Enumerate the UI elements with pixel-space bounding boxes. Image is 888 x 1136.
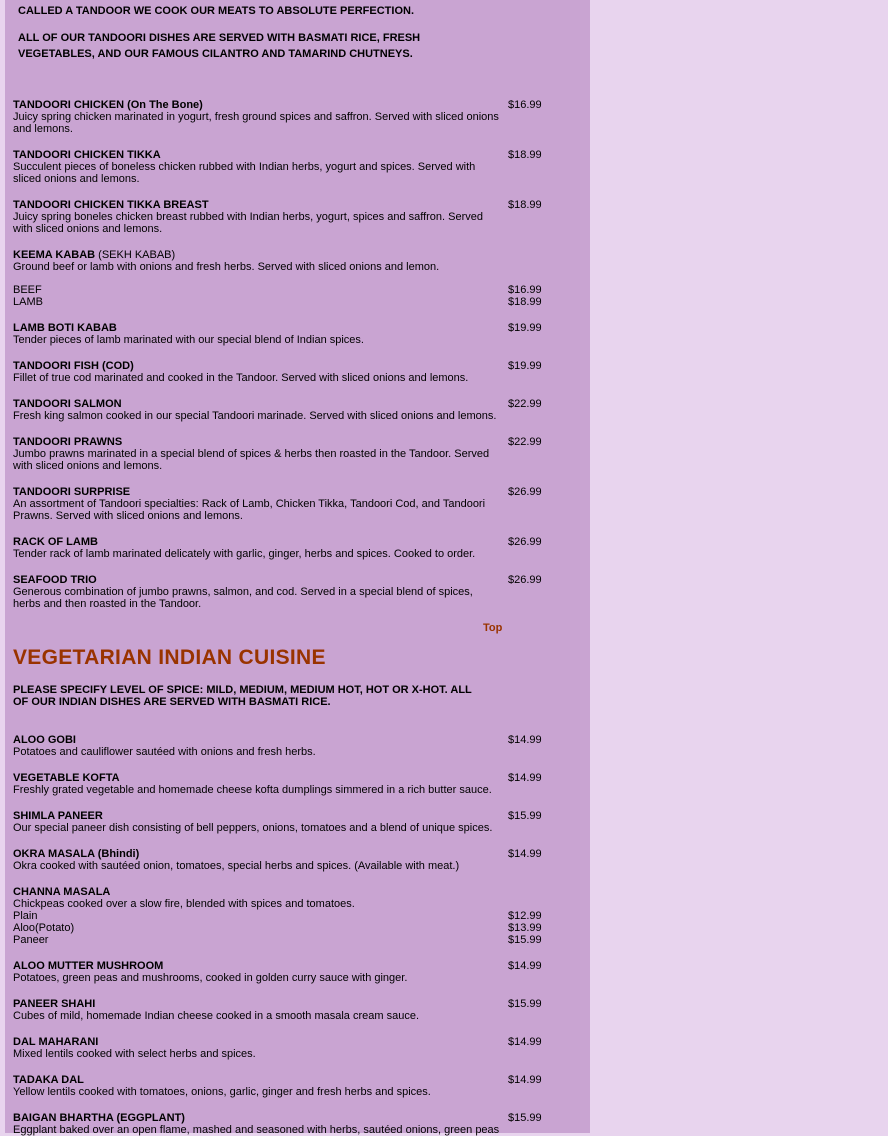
item-price: $22.99 <box>508 398 542 410</box>
item-name: TADAKA DAL <box>13 1074 84 1086</box>
item-price: $14.99 <box>508 1074 542 1086</box>
item-description: An assortment of Tandoori specialties: Rack of Lamb, Chicken Tikka, Tandoori Cod, and Tandoori Prawns. Served with sliced onions and lemons. <box>13 498 486 522</box>
item-price: $22.99 <box>508 436 542 448</box>
item-price: $14.99 <box>508 1036 542 1048</box>
item-name: TANDOORI SURPRISE <box>13 486 131 498</box>
item-description: Potatoes, green peas and mushrooms, cooked in golden curry sauce with ginger. <box>13 972 408 984</box>
item-price: $16.99 <box>508 99 542 111</box>
item-name: BAIGAN BHARTHA (EGGPLANT) <box>13 1112 185 1124</box>
item-name: VEGETABLE KOFTA <box>13 772 120 784</box>
item-name: DAL MAHARANI <box>13 1036 99 1048</box>
menu-item <box>13 322 543 346</box>
item-description: Fresh king salmon cooked in our special Tandoori marinade. Served with sliced onions and lemons. <box>13 410 497 422</box>
intro-line: VEGETABLES, AND OUR FAMOUS CILANTRO AND TAMARIND CHUTNEYS. <box>18 48 413 60</box>
item-description: Fillet of true cod marinated and cooked in the Tandoor. Served with sliced onions and lemons. <box>13 372 469 384</box>
item-description: Generous combination of jumbo prawns, salmon, and cod. Served in a special blend of spices, herbs and then roasted in the Tandoor. <box>13 586 473 610</box>
item-price: $14.99 <box>508 772 542 784</box>
menu-item <box>13 1036 543 1060</box>
menu-item <box>13 960 543 984</box>
intro-line: ALL OF OUR TANDOORI DISHES ARE SERVED WITH BASMATI RICE, FRESH <box>18 32 421 44</box>
top-link[interactable]: Top <box>483 622 503 634</box>
menu-item <box>13 810 543 834</box>
item-price: $15.99 <box>508 1112 542 1124</box>
item-name: ALOO GOBI <box>13 734 76 746</box>
item-name: CHANNA MASALA <box>13 886 111 898</box>
item-price: $26.99 <box>508 574 542 586</box>
menu-item <box>13 998 543 1022</box>
item-name: LAMB BOTI KABAB <box>13 322 117 334</box>
item-name: TANDOORI SALMON <box>13 398 122 410</box>
menu-item <box>13 99 543 135</box>
item-price: $15.99 <box>508 810 542 822</box>
item-description: Okra cooked with sautéed onion, tomatoes, special herbs and spices. (Available with meat.) <box>13 860 460 872</box>
item-description: Cubes of mild, homemade Indian cheese cooked in a smooth masala cream sauce. <box>13 1010 419 1022</box>
item-name: SEAFOOD TRIO <box>13 574 97 586</box>
item-price: $14.99 <box>508 734 542 746</box>
item-name: ALOO MUTTER MUSHROOM <box>13 960 164 972</box>
option-price: $12.99 <box>508 910 542 922</box>
item-price: $26.99 <box>508 486 542 498</box>
item-price: $26.99 <box>508 536 542 548</box>
item-description: Eggplant baked over an open flame, mashed and seasoned with herbs, sautéed onions, green peas <box>13 1124 500 1136</box>
item-name: PANEER SHAHI <box>13 998 96 1010</box>
item-description: Our special paneer dish consisting of bell peppers, onions, tomatoes and a blend of unique spices. <box>13 822 493 834</box>
item-name: SHIMLA PANEER <box>13 810 103 822</box>
item-description: Chickpeas cooked over a slow fire, blended with spices and tomatoes. <box>13 898 355 910</box>
item-price: $19.99 <box>508 360 542 372</box>
menu-item <box>13 536 543 560</box>
option-label: Aloo(Potato) <box>13 922 75 934</box>
menu-item <box>13 574 543 610</box>
option-price: $16.99 <box>508 284 542 296</box>
item-description: Yellow lentils cooked with tomatoes, onions, garlic, ginger and fresh herbs and spices. <box>13 1086 431 1098</box>
item-name: TANDOORI CHICKEN TIKKA <box>13 149 161 161</box>
item-description: Ground beef or lamb with onions and fresh herbs. Served with sliced onions and lemon. <box>13 261 440 273</box>
item-price: $19.99 <box>508 322 542 334</box>
spice-note: PLEASE SPECIFY LEVEL OF SPICE: MILD, MEDIUM, MEDIUM HOT, HOT OR X-HOT. ALL OF OUR INDIAN DISHES ARE SERVED WITH BASMATI RICE. <box>13 684 472 708</box>
menu-item <box>13 486 543 522</box>
item-description: Tender rack of lamb marinated delicately with garlic, ginger, herbs and spices. Cooked to order. <box>13 548 476 560</box>
item-description: Juicy spring chicken marinated in yogurt, fresh ground spices and saffron. Served with sliced onions and lemons. <box>13 111 499 135</box>
item-price: $18.99 <box>508 199 542 211</box>
option-label: Paneer <box>13 934 49 946</box>
item-name: OKRA MASALA (Bhindi) <box>13 848 140 860</box>
item-description: Succulent pieces of boneless chicken rubbed with Indian herbs, yogurt and spices. Served with sliced onions and lemons. <box>13 161 476 185</box>
item-price: $18.99 <box>508 149 542 161</box>
menu-item <box>13 149 543 185</box>
option-price: $15.99 <box>508 934 542 946</box>
menu-item <box>13 848 543 872</box>
menu-item <box>13 886 543 910</box>
menu-item <box>13 436 543 472</box>
menu-item <box>13 1074 543 1098</box>
item-description: Juicy spring boneles chicken breast rubbed with Indian herbs, yogurt, spices and saffron. Served with sliced onions and lemons. <box>13 211 484 235</box>
item-price: $14.99 <box>508 848 542 860</box>
item-name: TANDOORI PRAWNS <box>13 436 123 448</box>
intro-line: CALLED A TANDOOR WE COOK OUR MEATS TO ABSOLUTE PERFECTION. <box>18 5 414 17</box>
item-description: Jumbo prawns marinated in a special blend of spices & herbs then roasted in the Tandoor. Served with sliced onions and lemons. <box>13 448 490 472</box>
menu-item <box>13 398 543 422</box>
option-price: $13.99 <box>508 922 542 934</box>
item-name: RACK OF LAMB <box>13 536 98 548</box>
item-price: $15.99 <box>508 998 542 1010</box>
menu-item <box>13 734 543 758</box>
menu-item <box>13 249 543 273</box>
item-name: TANDOORI FISH (COD) <box>13 360 134 372</box>
section-heading: VEGETARIAN INDIAN CUISINE <box>13 646 326 669</box>
menu-item <box>13 772 543 796</box>
item-description: Potatoes and cauliflower sautéed with onions and fresh herbs. <box>13 746 316 758</box>
item-name: TANDOORI CHICKEN TIKKA BREAST <box>13 199 209 211</box>
menu-item <box>13 360 543 384</box>
menu-item <box>13 1112 543 1136</box>
item-description: Mixed lentils cooked with select herbs and spices. <box>13 1048 256 1060</box>
item-note: (SEKH KABAB) <box>98 249 176 261</box>
item-description: Freshly grated vegetable and homemade cheese kofta dumplings simmered in a rich butter sauce. <box>13 784 492 796</box>
option-label: BEEF <box>13 284 42 296</box>
item-price: $14.99 <box>508 960 542 972</box>
option-price: $18.99 <box>508 296 542 308</box>
menu-item <box>13 199 543 235</box>
option-label: LAMB <box>13 296 43 308</box>
option-label: Plain <box>13 910 38 922</box>
item-description: Tender pieces of lamb marinated with our special blend of Indian spices. <box>13 334 364 346</box>
item-name: KEEMA KABAB <box>13 249 96 261</box>
item-name: TANDOORI CHICKEN (On The Bone) <box>13 99 203 111</box>
